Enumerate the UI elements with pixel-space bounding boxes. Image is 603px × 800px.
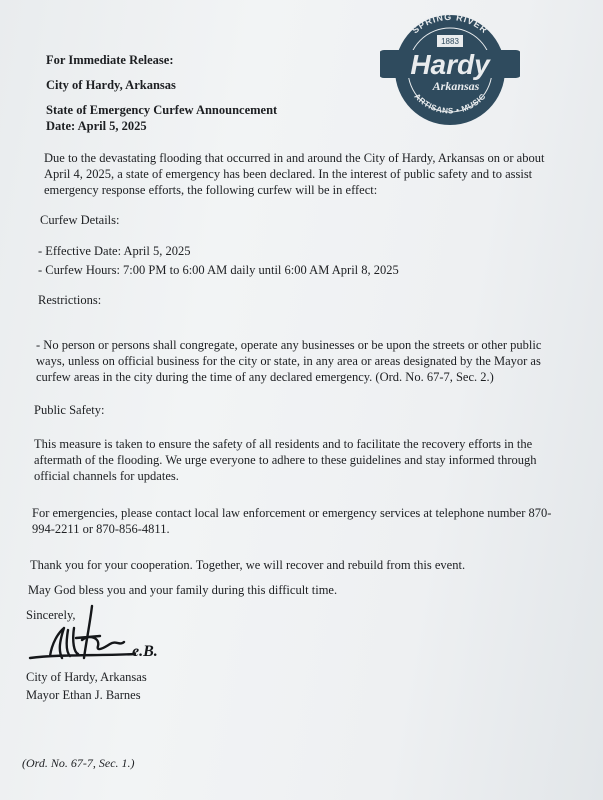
restrictions-heading: Restrictions: (38, 293, 102, 307)
intro-paragraph: Due to the devastating flooding that occurred in and around the City of Hardy, Arkansas on or about April 4, 2025, a state of emergency has been declared. In the interest of public safety and to assist emergency response efforts, the following curfew will be in effect: (44, 151, 545, 197)
hardy-logo (380, 8, 520, 128)
thanks-line: Thank you for your cooperation. Together, we will recover and rebuild from this event. (30, 558, 466, 572)
safety-heading: Public Safety: (34, 403, 105, 417)
release-label: For Immediate Release: (46, 53, 174, 67)
city-line: City of Hardy, Arkansas (46, 78, 176, 92)
logo-est: 1883 (441, 37, 459, 46)
curfew-effective-date: - Effective Date: April 5, 2025 (38, 244, 191, 258)
announcement-date: Date: April 5, 2025 (46, 119, 147, 133)
logo-bottom-text: ARTISANS • MUSIC (412, 91, 488, 116)
emergency-paragraph: For emergencies, please contact local law enforcement or emergency services at telephone number 870-994-2211 or 870-856-4811. (32, 506, 552, 536)
restrictions-paragraph: - No person or persons shall congregate, operate any businesses or be upon the streets or other public ways, unless on official business for the city or state, in any area or areas designated by the Mayor as curfew areas in the city during the time of any declared emergency. (Ord. No. 67-7, Sec. 2.) (36, 338, 542, 384)
signature-initials: e.B. (132, 643, 158, 660)
logo-main-text: Hardy (410, 49, 490, 80)
mayor-signature (20, 598, 170, 668)
curfew-hours: - Curfew Hours: 7:00 PM to 6:00 AM daily until 6:00 AM April 8, 2025 (38, 263, 399, 277)
sincerely-line: Sincerely, (26, 608, 76, 622)
logo-sub-text: Arkansas (432, 79, 480, 93)
closing-org: City of Hardy, Arkansas (26, 670, 147, 684)
curfew-heading: Curfew Details: (40, 213, 120, 227)
blessing-line: May God bless you and your family during this difficult time. (28, 583, 338, 597)
safety-paragraph: This measure is taken to ensure the safety of all residents and to facilitate the recovery efforts in the aftermath of the flooding. We urge everyone to adhere to these guidelines and stay informed through official channels for updates. (34, 437, 537, 483)
announcement-title: State of Emergency Curfew Announcement (46, 103, 278, 117)
mayor-name: Mayor Ethan J. Barnes (26, 688, 141, 702)
ordinance-footer: (Ord. No. 67-7, Sec. 1.) (22, 756, 135, 770)
logo-top-text: SPRING RIVER (410, 11, 490, 36)
